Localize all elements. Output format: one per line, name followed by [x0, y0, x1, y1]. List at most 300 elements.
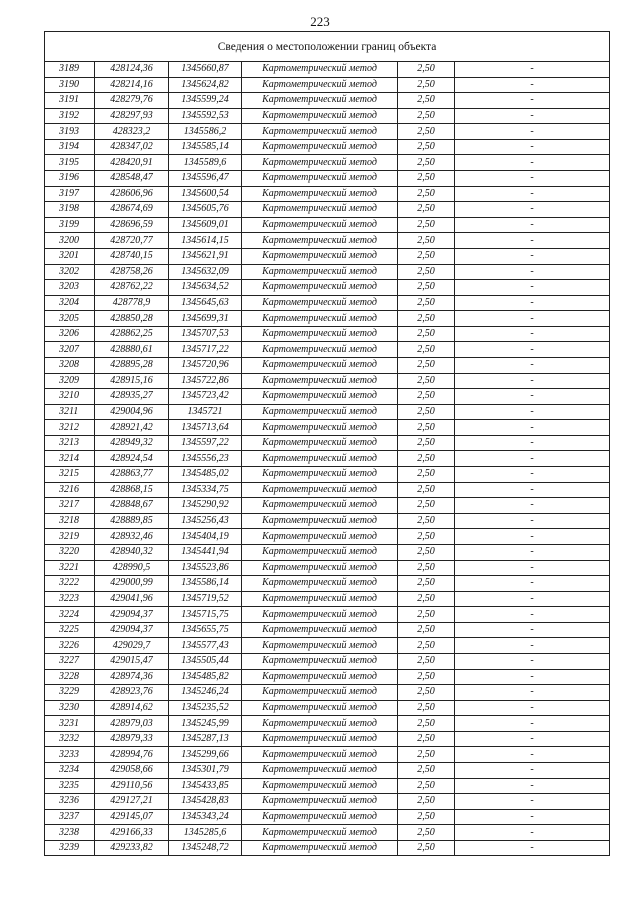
y-coordinate-cell: 1345624,82: [169, 77, 242, 93]
description-cell: -: [455, 607, 610, 623]
table-title-row: [45, 32, 610, 62]
table-row: [45, 373, 610, 389]
description-cell: -: [455, 622, 610, 638]
method-cell: Картометрический метод: [242, 638, 398, 654]
description-cell: -: [455, 186, 610, 202]
accuracy-cell: 2,50: [398, 653, 455, 669]
accuracy-cell: 2,50: [398, 420, 455, 436]
table-row: [45, 529, 610, 545]
x-coordinate-cell: 428923,76: [95, 685, 169, 701]
table-row: [45, 653, 610, 669]
accuracy-cell: 2,50: [398, 311, 455, 327]
accuracy-cell: 2,50: [398, 840, 455, 856]
table-row: [45, 763, 610, 779]
method-cell: Картометрический метод: [242, 139, 398, 155]
description-cell: -: [455, 731, 610, 747]
description-cell: -: [455, 326, 610, 342]
accuracy-cell: 2,50: [398, 482, 455, 498]
x-coordinate-cell: 428606,96: [95, 186, 169, 202]
point-number-cell: 3237: [45, 809, 95, 825]
table-row: [45, 233, 610, 249]
method-cell: Картометрический метод: [242, 840, 398, 856]
method-cell: Картометрический метод: [242, 357, 398, 373]
point-number-cell: 3221: [45, 560, 95, 576]
point-number-cell: 3236: [45, 794, 95, 810]
y-coordinate-cell: 1345660,87: [169, 62, 242, 78]
point-number-cell: 3210: [45, 389, 95, 405]
point-number-cell: 3202: [45, 264, 95, 280]
point-number-cell: 3196: [45, 171, 95, 187]
x-coordinate-cell: 428720,77: [95, 233, 169, 249]
x-coordinate-cell: 429166,33: [95, 825, 169, 841]
x-coordinate-cell: 428924,54: [95, 451, 169, 467]
method-cell: Картометрический метод: [242, 435, 398, 451]
table-row: [45, 435, 610, 451]
x-coordinate-cell: 428932,46: [95, 529, 169, 545]
method-cell: Картометрический метод: [242, 295, 398, 311]
description-cell: -: [455, 420, 610, 436]
table-row: [45, 326, 610, 342]
accuracy-cell: 2,50: [398, 685, 455, 701]
accuracy-cell: 2,50: [398, 763, 455, 779]
table-row: [45, 264, 610, 280]
method-cell: Картометрический метод: [242, 171, 398, 187]
table-row: [45, 498, 610, 514]
point-number-cell: 3224: [45, 607, 95, 623]
method-cell: Картометрический метод: [242, 373, 398, 389]
accuracy-cell: 2,50: [398, 716, 455, 732]
method-cell: Картометрический метод: [242, 389, 398, 405]
x-coordinate-cell: 428990,5: [95, 560, 169, 576]
point-number-cell: 3225: [45, 622, 95, 638]
x-coordinate-cell: 428848,67: [95, 498, 169, 514]
description-cell: -: [455, 825, 610, 841]
point-number-cell: 3195: [45, 155, 95, 171]
accuracy-cell: 2,50: [398, 591, 455, 607]
point-number-cell: 3238: [45, 825, 95, 841]
table-row: [45, 311, 610, 327]
x-coordinate-cell: 428740,15: [95, 248, 169, 264]
x-coordinate-cell: 428696,59: [95, 217, 169, 233]
description-cell: -: [455, 233, 610, 249]
y-coordinate-cell: 1345707,53: [169, 326, 242, 342]
description-cell: -: [455, 155, 610, 171]
y-coordinate-cell: 1345404,19: [169, 529, 242, 545]
y-coordinate-cell: 1345433,85: [169, 778, 242, 794]
point-number-cell: 3192: [45, 108, 95, 124]
method-cell: Картометрический метод: [242, 825, 398, 841]
table-row: [45, 576, 610, 592]
accuracy-cell: 2,50: [398, 124, 455, 140]
method-cell: Картометрический метод: [242, 716, 398, 732]
description-cell: -: [455, 93, 610, 109]
table-row: [45, 638, 610, 654]
accuracy-cell: 2,50: [398, 233, 455, 249]
table-row: [45, 420, 610, 436]
method-cell: Картометрический метод: [242, 809, 398, 825]
y-coordinate-cell: 1345585,14: [169, 139, 242, 155]
point-number-cell: 3235: [45, 778, 95, 794]
method-cell: Картометрический метод: [242, 778, 398, 794]
x-coordinate-cell: 428420,91: [95, 155, 169, 171]
boundary-table: [44, 31, 610, 856]
table-row: [45, 248, 610, 264]
y-coordinate-cell: 1345597,22: [169, 435, 242, 451]
accuracy-cell: 2,50: [398, 794, 455, 810]
y-coordinate-cell: 1345301,79: [169, 763, 242, 779]
point-number-cell: 3220: [45, 544, 95, 560]
method-cell: Картометрический метод: [242, 62, 398, 78]
accuracy-cell: 2,50: [398, 93, 455, 109]
method-cell: Картометрический метод: [242, 451, 398, 467]
description-cell: -: [455, 685, 610, 701]
accuracy-cell: 2,50: [398, 435, 455, 451]
table-row: [45, 77, 610, 93]
description-cell: -: [455, 451, 610, 467]
accuracy-cell: 2,50: [398, 638, 455, 654]
description-cell: -: [455, 778, 610, 794]
x-coordinate-cell: 428940,32: [95, 544, 169, 560]
point-number-cell: 3207: [45, 342, 95, 358]
accuracy-cell: 2,50: [398, 560, 455, 576]
x-coordinate-cell: 428862,25: [95, 326, 169, 342]
x-coordinate-cell: 429004,96: [95, 404, 169, 420]
description-cell: -: [455, 482, 610, 498]
table-row: [45, 139, 610, 155]
table-row: [45, 700, 610, 716]
y-coordinate-cell: 1345717,22: [169, 342, 242, 358]
y-coordinate-cell: 1345589,6: [169, 155, 242, 171]
method-cell: Картометрический метод: [242, 186, 398, 202]
y-coordinate-cell: 1345614,15: [169, 233, 242, 249]
table-row: [45, 186, 610, 202]
x-coordinate-cell: 428548,47: [95, 171, 169, 187]
x-coordinate-cell: 429094,37: [95, 607, 169, 623]
table-row: [45, 560, 610, 576]
accuracy-cell: 2,50: [398, 357, 455, 373]
point-number-cell: 3231: [45, 716, 95, 732]
description-cell: -: [455, 716, 610, 732]
point-number-cell: 3211: [45, 404, 95, 420]
point-number-cell: 3234: [45, 763, 95, 779]
accuracy-cell: 2,50: [398, 451, 455, 467]
table-row: [45, 607, 610, 623]
table-row: [45, 544, 610, 560]
y-coordinate-cell: 1345577,43: [169, 638, 242, 654]
table-row: [45, 155, 610, 171]
description-cell: -: [455, 576, 610, 592]
y-coordinate-cell: 1345334,75: [169, 482, 242, 498]
point-number-cell: 3198: [45, 202, 95, 218]
accuracy-cell: 2,50: [398, 669, 455, 685]
table-row: [45, 513, 610, 529]
description-cell: -: [455, 280, 610, 296]
description-cell: -: [455, 295, 610, 311]
point-number-cell: 3200: [45, 233, 95, 249]
x-coordinate-cell: 429029,7: [95, 638, 169, 654]
point-number-cell: 3205: [45, 311, 95, 327]
point-number-cell: 3208: [45, 357, 95, 373]
x-coordinate-cell: 428914,62: [95, 700, 169, 716]
point-number-cell: 3189: [45, 62, 95, 78]
accuracy-cell: 2,50: [398, 498, 455, 514]
y-coordinate-cell: 1345621,91: [169, 248, 242, 264]
method-cell: Картометрический метод: [242, 513, 398, 529]
table-title: Сведения о местоположении границ объекта: [45, 32, 610, 62]
method-cell: Картометрический метод: [242, 544, 398, 560]
y-coordinate-cell: 1345715,75: [169, 607, 242, 623]
point-number-cell: 3212: [45, 420, 95, 436]
accuracy-cell: 2,50: [398, 467, 455, 483]
y-coordinate-cell: 1345245,99: [169, 716, 242, 732]
accuracy-cell: 2,50: [398, 404, 455, 420]
y-coordinate-cell: 1345655,75: [169, 622, 242, 638]
method-cell: Картометрический метод: [242, 731, 398, 747]
description-cell: -: [455, 638, 610, 654]
table-row: [45, 591, 610, 607]
table-row: [45, 357, 610, 373]
accuracy-cell: 2,50: [398, 529, 455, 545]
table-row: [45, 622, 610, 638]
y-coordinate-cell: 1345599,24: [169, 93, 242, 109]
accuracy-cell: 2,50: [398, 513, 455, 529]
x-coordinate-cell: 428915,16: [95, 373, 169, 389]
table-row: [45, 217, 610, 233]
x-coordinate-cell: 429110,56: [95, 778, 169, 794]
x-coordinate-cell: 429127,21: [95, 794, 169, 810]
accuracy-cell: 2,50: [398, 342, 455, 358]
table-row: [45, 342, 610, 358]
method-cell: Картометрический метод: [242, 311, 398, 327]
x-coordinate-cell: 428863,77: [95, 467, 169, 483]
y-coordinate-cell: 1345722,86: [169, 373, 242, 389]
description-cell: -: [455, 202, 610, 218]
table-row: [45, 404, 610, 420]
x-coordinate-cell: 429233,82: [95, 840, 169, 856]
description-cell: -: [455, 435, 610, 451]
x-coordinate-cell: 429058,66: [95, 763, 169, 779]
accuracy-cell: 2,50: [398, 155, 455, 171]
table-row: [45, 467, 610, 483]
y-coordinate-cell: 1345632,09: [169, 264, 242, 280]
accuracy-cell: 2,50: [398, 622, 455, 638]
x-coordinate-cell: 428868,15: [95, 482, 169, 498]
x-coordinate-cell: 428758,26: [95, 264, 169, 280]
description-cell: -: [455, 653, 610, 669]
x-coordinate-cell: 428279,76: [95, 93, 169, 109]
accuracy-cell: 2,50: [398, 809, 455, 825]
point-number-cell: 3216: [45, 482, 95, 498]
point-number-cell: 3190: [45, 77, 95, 93]
description-cell: -: [455, 763, 610, 779]
point-number-cell: 3227: [45, 653, 95, 669]
method-cell: Картометрический метод: [242, 280, 398, 296]
y-coordinate-cell: 1345523,86: [169, 560, 242, 576]
point-number-cell: 3239: [45, 840, 95, 856]
description-cell: -: [455, 357, 610, 373]
description-cell: -: [455, 108, 610, 124]
y-coordinate-cell: 1345248,72: [169, 840, 242, 856]
x-coordinate-cell: 428994,76: [95, 747, 169, 763]
point-number-cell: 3219: [45, 529, 95, 545]
y-coordinate-cell: 1345287,13: [169, 731, 242, 747]
table-row: [45, 778, 610, 794]
accuracy-cell: 2,50: [398, 731, 455, 747]
accuracy-cell: 2,50: [398, 576, 455, 592]
x-coordinate-cell: 428979,03: [95, 716, 169, 732]
description-cell: -: [455, 591, 610, 607]
point-number-cell: 3197: [45, 186, 95, 202]
y-coordinate-cell: 1345586,14: [169, 576, 242, 592]
description-cell: -: [455, 264, 610, 280]
point-number-cell: 3232: [45, 731, 95, 747]
x-coordinate-cell: 428214,16: [95, 77, 169, 93]
x-coordinate-cell: 428935,27: [95, 389, 169, 405]
point-number-cell: 3201: [45, 248, 95, 264]
method-cell: Картометрический метод: [242, 794, 398, 810]
accuracy-cell: 2,50: [398, 217, 455, 233]
method-cell: Картометрический метод: [242, 747, 398, 763]
method-cell: Картометрический метод: [242, 217, 398, 233]
description-cell: -: [455, 217, 610, 233]
point-number-cell: 3203: [45, 280, 95, 296]
method-cell: Картометрический метод: [242, 763, 398, 779]
x-coordinate-cell: 428921,42: [95, 420, 169, 436]
x-coordinate-cell: 428979,33: [95, 731, 169, 747]
accuracy-cell: 2,50: [398, 62, 455, 78]
y-coordinate-cell: 1345600,54: [169, 186, 242, 202]
table-row: [45, 93, 610, 109]
method-cell: Картометрический метод: [242, 622, 398, 638]
y-coordinate-cell: 1345441,94: [169, 544, 242, 560]
method-cell: Картометрический метод: [242, 248, 398, 264]
description-cell: -: [455, 62, 610, 78]
description-cell: -: [455, 840, 610, 856]
accuracy-cell: 2,50: [398, 373, 455, 389]
method-cell: Картометрический метод: [242, 233, 398, 249]
point-number-cell: 3194: [45, 139, 95, 155]
y-coordinate-cell: 1345596,47: [169, 171, 242, 187]
y-coordinate-cell: 1345235,52: [169, 700, 242, 716]
table-row: [45, 731, 610, 747]
y-coordinate-cell: 1345609,01: [169, 217, 242, 233]
point-number-cell: 3217: [45, 498, 95, 514]
method-cell: Картометрический метод: [242, 77, 398, 93]
x-coordinate-cell: 428778,9: [95, 295, 169, 311]
accuracy-cell: 2,50: [398, 280, 455, 296]
accuracy-cell: 2,50: [398, 747, 455, 763]
x-coordinate-cell: 428850,28: [95, 311, 169, 327]
point-number-cell: 3233: [45, 747, 95, 763]
method-cell: Картометрический метод: [242, 108, 398, 124]
point-number-cell: 3223: [45, 591, 95, 607]
accuracy-cell: 2,50: [398, 825, 455, 841]
accuracy-cell: 2,50: [398, 77, 455, 93]
point-number-cell: 3206: [45, 326, 95, 342]
description-cell: -: [455, 669, 610, 685]
accuracy-cell: 2,50: [398, 186, 455, 202]
y-coordinate-cell: 1345713,64: [169, 420, 242, 436]
accuracy-cell: 2,50: [398, 171, 455, 187]
x-coordinate-cell: 428889,85: [95, 513, 169, 529]
description-cell: -: [455, 794, 610, 810]
y-coordinate-cell: 1345699,31: [169, 311, 242, 327]
description-cell: -: [455, 513, 610, 529]
point-number-cell: 3230: [45, 700, 95, 716]
point-number-cell: 3215: [45, 467, 95, 483]
description-cell: -: [455, 342, 610, 358]
method-cell: Картометрический метод: [242, 576, 398, 592]
point-number-cell: 3204: [45, 295, 95, 311]
x-coordinate-cell: 428880,61: [95, 342, 169, 358]
table-row: [45, 716, 610, 732]
y-coordinate-cell: 1345246,24: [169, 685, 242, 701]
method-cell: Картометрический метод: [242, 264, 398, 280]
y-coordinate-cell: 1345592,53: [169, 108, 242, 124]
description-cell: -: [455, 529, 610, 545]
point-number-cell: 3229: [45, 685, 95, 701]
point-number-cell: 3222: [45, 576, 95, 592]
y-coordinate-cell: 1345485,02: [169, 467, 242, 483]
table-row: [45, 389, 610, 405]
accuracy-cell: 2,50: [398, 700, 455, 716]
y-coordinate-cell: 1345290,92: [169, 498, 242, 514]
method-cell: Картометрический метод: [242, 404, 398, 420]
boundary-table-container: [44, 31, 609, 856]
method-cell: Картометрический метод: [242, 669, 398, 685]
method-cell: Картометрический метод: [242, 482, 398, 498]
method-cell: Картометрический метод: [242, 467, 398, 483]
method-cell: Картометрический метод: [242, 155, 398, 171]
method-cell: Картометрический метод: [242, 560, 398, 576]
point-number-cell: 3191: [45, 93, 95, 109]
accuracy-cell: 2,50: [398, 248, 455, 264]
method-cell: Картометрический метод: [242, 685, 398, 701]
method-cell: Картометрический метод: [242, 700, 398, 716]
page-number: 223: [310, 14, 330, 29]
accuracy-cell: 2,50: [398, 264, 455, 280]
description-cell: -: [455, 747, 610, 763]
point-number-cell: 3209: [45, 373, 95, 389]
method-cell: Картометрический метод: [242, 202, 398, 218]
accuracy-cell: 2,50: [398, 544, 455, 560]
description-cell: -: [455, 389, 610, 405]
method-cell: Картометрический метод: [242, 93, 398, 109]
y-coordinate-cell: 1345556,23: [169, 451, 242, 467]
description-cell: -: [455, 544, 610, 560]
x-coordinate-cell: 428895,28: [95, 357, 169, 373]
x-coordinate-cell: 428323,2: [95, 124, 169, 140]
y-coordinate-cell: 1345723,42: [169, 389, 242, 405]
description-cell: -: [455, 809, 610, 825]
description-cell: -: [455, 404, 610, 420]
description-cell: -: [455, 124, 610, 140]
x-coordinate-cell: 428124,36: [95, 62, 169, 78]
table-row: [45, 62, 610, 78]
point-number-cell: 3213: [45, 435, 95, 451]
description-cell: -: [455, 311, 610, 327]
y-coordinate-cell: 1345720,96: [169, 357, 242, 373]
x-coordinate-cell: 429145,07: [95, 809, 169, 825]
accuracy-cell: 2,50: [398, 778, 455, 794]
x-coordinate-cell: 429015,47: [95, 653, 169, 669]
table-row: [45, 451, 610, 467]
x-coordinate-cell: 428347,02: [95, 139, 169, 155]
table-row: [45, 809, 610, 825]
y-coordinate-cell: 1345634,52: [169, 280, 242, 296]
point-number-cell: 3214: [45, 451, 95, 467]
description-cell: -: [455, 77, 610, 93]
